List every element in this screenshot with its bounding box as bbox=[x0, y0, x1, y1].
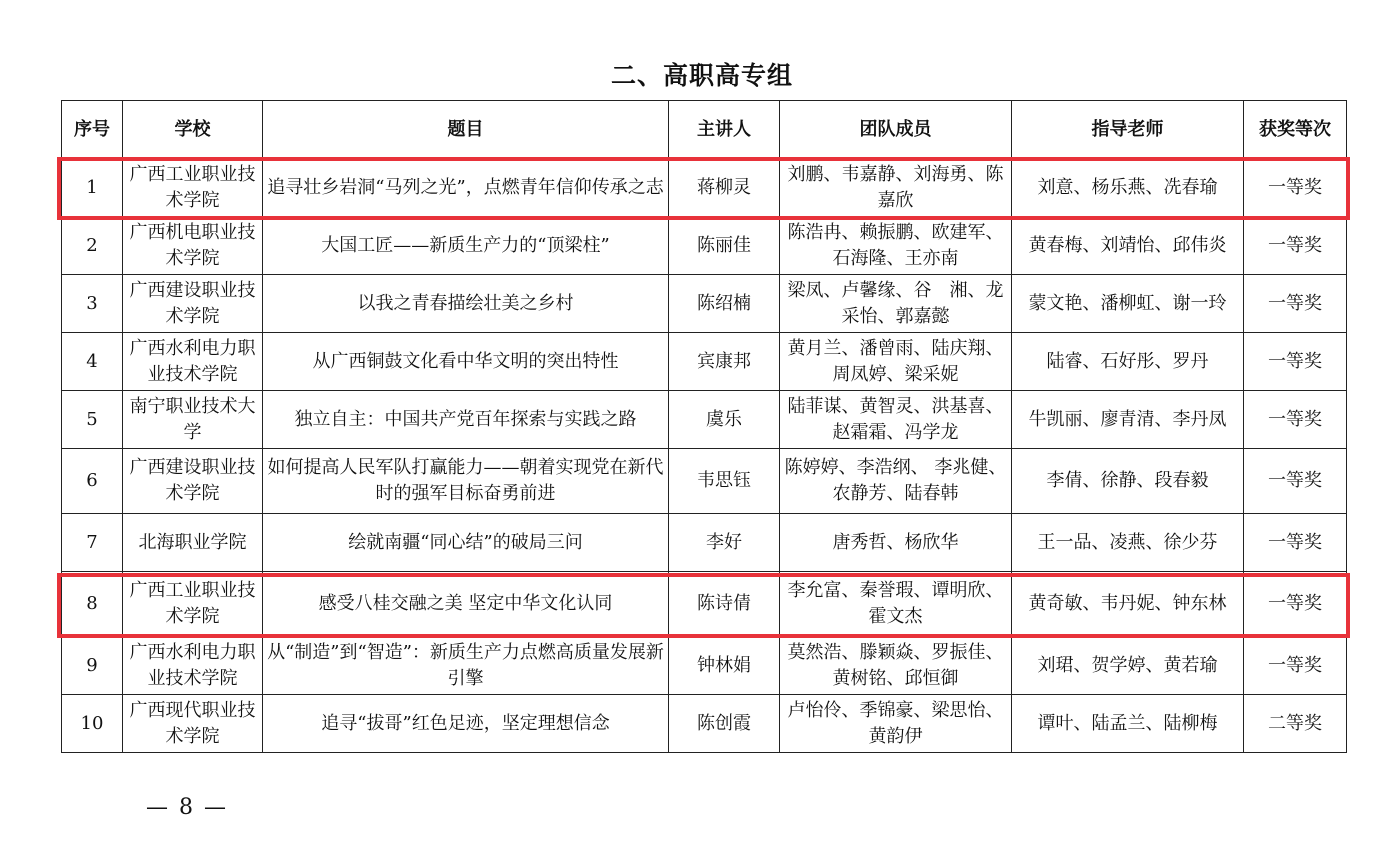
cell-school: 广西工业职业技术学院 bbox=[123, 572, 263, 637]
cell-no: 7 bbox=[62, 514, 123, 572]
page-number: — 8 — bbox=[146, 795, 228, 820]
cell-school: 广西水利电力职业技术学院 bbox=[123, 333, 263, 391]
cell-members: 黄月兰、潘曾雨、陆庆翔、周凤婷、梁采妮 bbox=[780, 333, 1012, 391]
cell-speaker: 陈诗倩 bbox=[669, 572, 780, 637]
cell-school: 广西水利电力职业技术学院 bbox=[123, 637, 263, 695]
cell-advisors: 刘珺、贺学婷、黄若瑜 bbox=[1012, 637, 1244, 695]
cell-topic: 绘就南疆“同心结”的破局三问 bbox=[263, 514, 669, 572]
cell-school: 广西工业职业技术学院 bbox=[123, 159, 263, 217]
cell-topic: 从“制造”到“智造”：新质生产力点燃高质量发展新引擎 bbox=[263, 637, 669, 695]
table-row bbox=[62, 159, 1347, 217]
header-topic: 题目 bbox=[263, 101, 669, 159]
cell-award: 一等奖 bbox=[1244, 572, 1347, 637]
header-school: 学校 bbox=[123, 101, 263, 159]
awards-table bbox=[61, 100, 1347, 753]
cell-speaker: 陈丽佳 bbox=[669, 217, 780, 275]
cell-members: 梁凤、卢馨缘、谷 湘、龙采怡、郭嘉懿 bbox=[780, 275, 1012, 333]
table-row bbox=[62, 449, 1347, 514]
cell-topic: 以我之青春描绘壮美之乡村 bbox=[263, 275, 669, 333]
cell-members: 陈婷婷、李浩纲、 李兆健、农静芳、陆春韩 bbox=[780, 449, 1012, 514]
cell-advisors: 王一品、凌燕、徐少芬 bbox=[1012, 514, 1244, 572]
table-row bbox=[62, 572, 1347, 637]
cell-topic: 感受八桂交融之美 坚定中华文化认同 bbox=[263, 572, 669, 637]
cell-school: 北海职业学院 bbox=[123, 514, 263, 572]
cell-speaker: 陈创霞 bbox=[669, 695, 780, 753]
section-title: 二、高职高专组 bbox=[610, 61, 793, 90]
cell-advisors: 谭叶、陆孟兰、陆柳梅 bbox=[1012, 695, 1244, 753]
cell-school: 广西现代职业技术学院 bbox=[123, 695, 263, 753]
cell-advisors: 刘意、杨乐燕、冼春瑜 bbox=[1012, 159, 1244, 217]
cell-advisors: 李倩、徐静、段春毅 bbox=[1012, 449, 1244, 514]
cell-advisors: 陆睿、石好彤、罗丹 bbox=[1012, 333, 1244, 391]
table-row bbox=[62, 695, 1347, 753]
cell-school: 广西建设职业技术学院 bbox=[123, 275, 263, 333]
header-members: 团队成员 bbox=[780, 101, 1012, 159]
cell-speaker: 李好 bbox=[669, 514, 780, 572]
table-row bbox=[62, 391, 1347, 449]
cell-advisors: 牛凯丽、廖青清、李丹凤 bbox=[1012, 391, 1244, 449]
cell-no: 6 bbox=[62, 449, 123, 514]
header-speaker: 主讲人 bbox=[669, 101, 780, 159]
cell-members: 莫然浩、滕颖焱、罗振佳、黄树铭、邱恒御 bbox=[780, 637, 1012, 695]
cell-award: 一等奖 bbox=[1244, 391, 1347, 449]
header-award: 获奖等次 bbox=[1244, 101, 1347, 159]
cell-topic: 独立自主：中国共产党百年探索与实践之路 bbox=[263, 391, 669, 449]
cell-award: 一等奖 bbox=[1244, 275, 1347, 333]
cell-speaker: 陈绍楠 bbox=[669, 275, 780, 333]
cell-award: 一等奖 bbox=[1244, 159, 1347, 217]
header-no: 序号 bbox=[62, 101, 123, 159]
cell-no: 8 bbox=[62, 572, 123, 637]
cell-members: 陈浩冉、赖振鹏、欧建军、石海隆、王亦南 bbox=[780, 217, 1012, 275]
table-row bbox=[62, 333, 1347, 391]
cell-school: 广西机电职业技术学院 bbox=[123, 217, 263, 275]
table-row bbox=[62, 275, 1347, 333]
cell-topic: 从广西铜鼓文化看中华文明的突出特性 bbox=[263, 333, 669, 391]
cell-members: 卢怡伶、季锦豪、梁思怡、黄韵伊 bbox=[780, 695, 1012, 753]
cell-members: 唐秀哲、杨欣华 bbox=[780, 514, 1012, 572]
cell-advisors: 黄春梅、刘靖怡、邱伟炎 bbox=[1012, 217, 1244, 275]
table-row bbox=[62, 514, 1347, 572]
cell-speaker: 虞乐 bbox=[669, 391, 780, 449]
cell-no: 3 bbox=[62, 275, 123, 333]
cell-award: 一等奖 bbox=[1244, 333, 1347, 391]
table-row bbox=[62, 637, 1347, 695]
cell-speaker: 钟林娟 bbox=[669, 637, 780, 695]
cell-no: 10 bbox=[62, 695, 123, 753]
cell-speaker: 宾康邦 bbox=[669, 333, 780, 391]
cell-speaker: 韦思钰 bbox=[669, 449, 780, 514]
cell-no: 4 bbox=[62, 333, 123, 391]
cell-award: 一等奖 bbox=[1244, 449, 1347, 514]
table-header-row bbox=[62, 101, 1347, 159]
cell-speaker: 蒋柳灵 bbox=[669, 159, 780, 217]
cell-topic: 如何提高人民军队打赢能力——朝着实现党在新代时的强军目标奋勇前进 bbox=[263, 449, 669, 514]
header-advisors: 指导老师 bbox=[1012, 101, 1244, 159]
cell-school: 南宁职业技术大学 bbox=[123, 391, 263, 449]
cell-school: 广西建设职业技术学院 bbox=[123, 449, 263, 514]
cell-no: 5 bbox=[62, 391, 123, 449]
cell-topic: 追寻壮乡岩洞“马列之光”，点燃青年信仰传承之志 bbox=[263, 159, 669, 217]
cell-no: 1 bbox=[62, 159, 123, 217]
cell-award: 二等奖 bbox=[1244, 695, 1347, 753]
cell-topic: 大国工匠——新质生产力的“顶梁柱” bbox=[263, 217, 669, 275]
cell-award: 一等奖 bbox=[1244, 514, 1347, 572]
cell-members: 陆菲谋、黄智灵、洪基喜、赵霜霜、冯学龙 bbox=[780, 391, 1012, 449]
cell-no: 2 bbox=[62, 217, 123, 275]
cell-members: 李允富、秦誉瑕、谭明欣、霍文杰 bbox=[780, 572, 1012, 637]
cell-no: 9 bbox=[62, 637, 123, 695]
cell-advisors: 蒙文艳、潘柳虹、谢一玲 bbox=[1012, 275, 1244, 333]
table-row bbox=[62, 217, 1347, 275]
cell-members: 刘鹏、韦嘉静、刘海勇、陈嘉欣 bbox=[780, 159, 1012, 217]
cell-award: 一等奖 bbox=[1244, 637, 1347, 695]
cell-award: 一等奖 bbox=[1244, 217, 1347, 275]
cell-advisors: 黄奇敏、韦丹妮、钟东林 bbox=[1012, 572, 1244, 637]
cell-topic: 追寻“拔哥”红色足迹，坚定理想信念 bbox=[263, 695, 669, 753]
